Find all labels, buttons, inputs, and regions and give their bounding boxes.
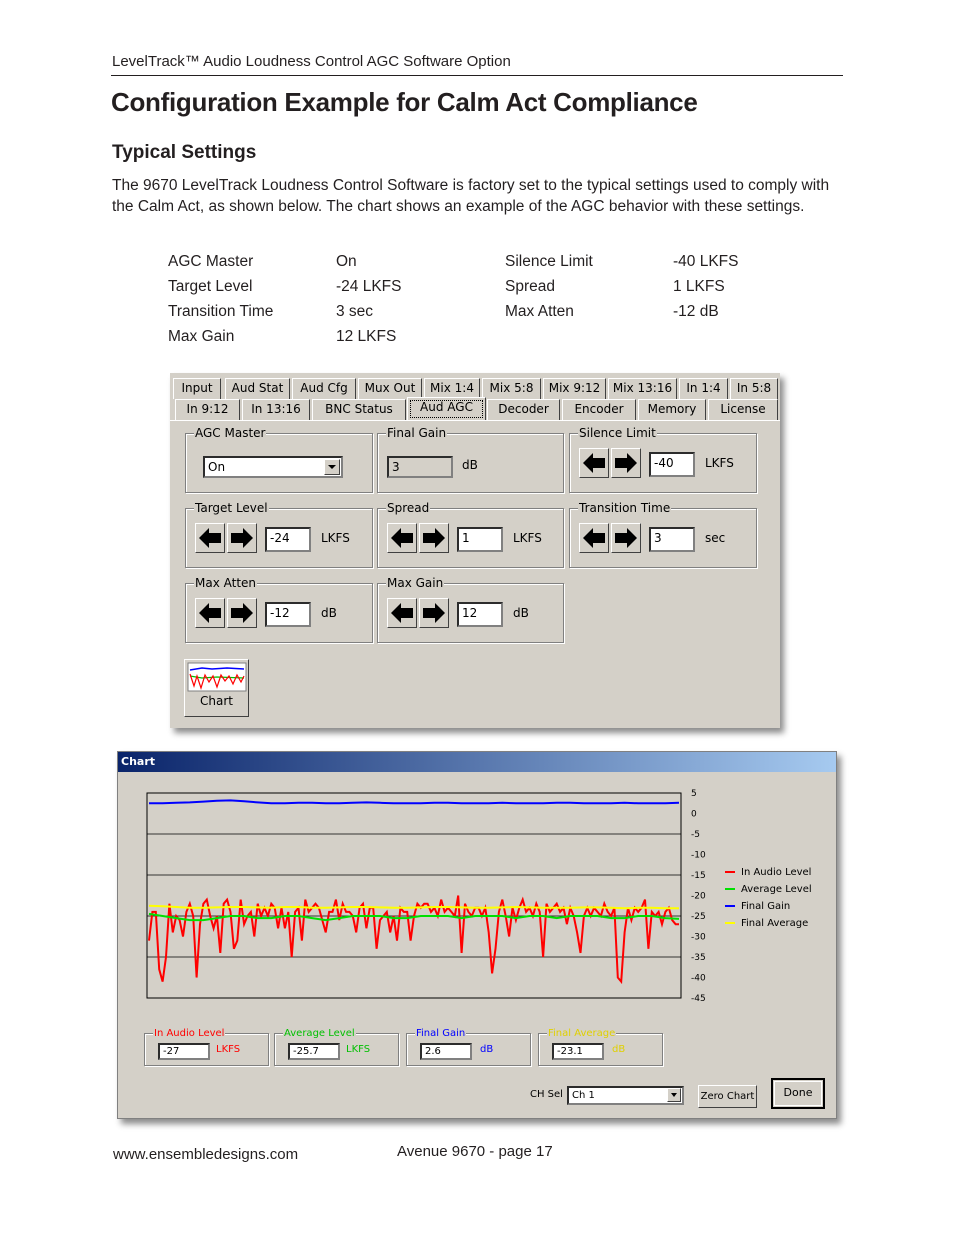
- target-level-unit: LKFS: [321, 531, 350, 545]
- silence-limit-decrease-button[interactable]: [579, 448, 609, 478]
- tab-in-5-8[interactable]: In 5:8: [730, 378, 778, 399]
- arrow-right-icon: [614, 527, 638, 549]
- spread-group: [377, 501, 564, 568]
- tab-aud-agc[interactable]: Aud AGC: [407, 397, 486, 421]
- tab-license[interactable]: License: [708, 399, 778, 420]
- legend-entry: [725, 898, 812, 915]
- final-gain-field: 3: [387, 456, 453, 478]
- y-tick-label: -20: [691, 891, 706, 902]
- tab-mux-out[interactable]: Mux Out: [358, 378, 422, 399]
- target-level-group: [185, 501, 373, 568]
- readout-unit: dB: [480, 1044, 494, 1055]
- agc-master-value: On: [208, 460, 226, 474]
- agc-dialog: [170, 373, 780, 728]
- y-tick-label: -40: [691, 973, 706, 984]
- readout-unit: dB: [612, 1044, 626, 1055]
- max-gain-input[interactable]: 12: [457, 602, 503, 627]
- arrow-right-icon: [422, 602, 446, 624]
- tab-aud-cfg[interactable]: Aud Cfg: [292, 378, 356, 399]
- header-rule: [111, 75, 843, 76]
- tab-input[interactable]: Input: [173, 378, 221, 399]
- setting-value: -24 LKFS: [336, 278, 402, 295]
- transition-time-increase-button[interactable]: [611, 523, 641, 553]
- tab-divider: [170, 420, 780, 421]
- legend-swatch: [725, 871, 735, 873]
- setting-name: Target Level: [168, 278, 253, 295]
- legend-swatch: [725, 888, 735, 890]
- silence-limit-increase-button[interactable]: [611, 448, 641, 478]
- ch-sel-label: CH Sel: [530, 1089, 563, 1100]
- setting-value: 1 LKFS: [673, 278, 725, 295]
- tab-bnc-status[interactable]: BNC Status: [312, 399, 406, 420]
- setting-name: Max Atten: [505, 303, 574, 320]
- readout-label: In Audio Level: [154, 1028, 225, 1039]
- tab-mix-5-8[interactable]: Mix 5:8: [482, 378, 541, 399]
- max-atten-decrease-button[interactable]: [195, 598, 225, 628]
- arrow-left-icon: [198, 602, 222, 624]
- legend-entry: [725, 864, 812, 881]
- setting-name: Silence Limit: [505, 253, 593, 270]
- legend-entry: [725, 881, 812, 898]
- tab-aud-stat[interactable]: Aud Stat: [225, 378, 290, 399]
- readout-label: Average Level: [284, 1028, 355, 1039]
- legend-swatch: [725, 922, 735, 924]
- arrow-right-icon: [230, 527, 254, 549]
- transition-time-decrease-button[interactable]: [579, 523, 609, 553]
- max-gain-increase-button[interactable]: [419, 598, 449, 628]
- target-level-label: Target Level: [195, 501, 268, 515]
- readout-label: Final Gain: [416, 1028, 466, 1039]
- y-tick-label: -25: [691, 912, 706, 922]
- tab-mix-13-16[interactable]: Mix 13:16: [608, 378, 677, 399]
- readout-in-audio-level: [144, 1028, 269, 1066]
- max-atten-unit: dB: [321, 606, 337, 620]
- transition-time-unit: sec: [705, 531, 726, 545]
- tab-decoder[interactable]: Decoder: [487, 399, 560, 420]
- spread-increase-button[interactable]: [419, 523, 449, 553]
- max-atten-increase-button[interactable]: [227, 598, 257, 628]
- chart-button[interactable]: [184, 659, 249, 717]
- readout-final-average: [538, 1028, 663, 1066]
- chart-window: [117, 751, 837, 1119]
- transition-time-label: Transition Time: [579, 501, 671, 515]
- spread-decrease-button[interactable]: [387, 523, 417, 553]
- chevron-down-icon[interactable]: [667, 1088, 681, 1102]
- setting-value: 3 sec: [336, 303, 374, 320]
- agc-master-group: [185, 426, 373, 493]
- chevron-down-icon[interactable]: [324, 459, 340, 475]
- readout-value: 2.6: [420, 1043, 472, 1060]
- chart-legend: [725, 864, 812, 932]
- arrow-left-icon: [582, 527, 606, 549]
- final-gain-label: Final Gain: [387, 426, 447, 440]
- readout-label: Final Average: [548, 1028, 616, 1039]
- intro-paragraph: The 9670 LevelTrack Loudness Control Software is factory set to the typical settings used to comply with the Calm Act, as shown below. The chart shows an example of the AGC behavior with these settings.: [112, 177, 830, 215]
- readout-average-level: [274, 1028, 399, 1066]
- tab-mix-9-12[interactable]: Mix 9:12: [543, 378, 606, 399]
- setting-name: Transition Time: [168, 303, 274, 320]
- chart-thumbnail-icon: [187, 662, 247, 692]
- y-tick-label: -30: [691, 932, 706, 943]
- y-tick-label: 0: [691, 809, 697, 820]
- silence-limit-input[interactable]: -40: [649, 452, 695, 477]
- page-title: Configuration Example for Calm Act Compliance: [111, 87, 698, 117]
- silence-limit-unit: LKFS: [705, 456, 734, 470]
- agc-master-label: AGC Master: [195, 426, 266, 440]
- chart-window-title: Chart: [118, 752, 836, 772]
- readout-unit: LKFS: [346, 1044, 371, 1055]
- section-subtitle: Typical Settings: [112, 142, 257, 163]
- legend-swatch: [725, 905, 735, 907]
- readout-value: -23.1: [552, 1043, 604, 1060]
- setting-name: AGC Master: [168, 253, 254, 270]
- spread-unit: LKFS: [513, 531, 542, 545]
- setting-value: 12 LKFS: [336, 328, 397, 345]
- tab-in-9-12[interactable]: In 9:12: [175, 399, 240, 420]
- y-tick-label: -35: [691, 953, 706, 963]
- max-atten-input[interactable]: -12: [265, 602, 311, 627]
- legend-label: In Audio Level: [741, 867, 812, 878]
- legend-label: Final Average: [741, 918, 809, 929]
- tab-in-13-16[interactable]: In 13:16: [242, 399, 310, 420]
- tab-encoder[interactable]: Encoder: [562, 399, 636, 420]
- transition-time-input[interactable]: 3: [649, 527, 695, 552]
- arrow-left-icon: [390, 527, 414, 549]
- done-button[interactable]: Done: [771, 1078, 825, 1109]
- spread-label: Spread: [387, 501, 430, 515]
- plot-area: [147, 793, 681, 998]
- setting-value: On: [336, 253, 357, 270]
- chart-button-label: Chart: [200, 694, 233, 708]
- target-level-increase-button[interactable]: [227, 523, 257, 553]
- tab-mix-1-4[interactable]: Mix 1:4: [424, 378, 480, 399]
- y-tick-label: -10: [691, 850, 706, 861]
- arrow-left-icon: [582, 452, 606, 474]
- arrow-right-icon: [230, 602, 254, 624]
- tab-in-1-4[interactable]: In 1:4: [679, 378, 728, 399]
- footer-page-number: Avenue 9670 - page 17: [397, 1143, 553, 1160]
- y-tick-label: 5: [691, 789, 697, 799]
- agc-master-select[interactable]: [203, 456, 343, 478]
- transition-time-group: [569, 501, 757, 568]
- target-level-decrease-button[interactable]: [195, 523, 225, 553]
- spread-input[interactable]: 1: [457, 527, 503, 552]
- legend-label: Average Level: [741, 884, 812, 895]
- y-tick-label: -45: [691, 994, 706, 1004]
- tab-memory[interactable]: Memory: [638, 399, 706, 420]
- legend-entry: [725, 915, 812, 932]
- ch-sel-select[interactable]: [567, 1086, 684, 1105]
- readout-value: -27: [158, 1043, 210, 1060]
- zero-chart-button[interactable]: Zero Chart: [698, 1085, 757, 1108]
- max-gain-unit: dB: [513, 606, 529, 620]
- footer-website[interactable]: www.ensembledesigns.com: [113, 1146, 299, 1163]
- max-atten-label: Max Atten: [195, 576, 257, 590]
- readout-value: -25.7: [288, 1043, 340, 1060]
- arrow-left-icon: [198, 527, 222, 549]
- legend-label: Final Gain: [741, 901, 791, 912]
- y-tick-label: -5: [691, 830, 700, 840]
- silence-limit-label: Silence Limit: [579, 426, 656, 440]
- y-tick-label: -15: [691, 871, 706, 881]
- arrow-left-icon: [390, 602, 414, 624]
- readout-final-gain: [406, 1028, 531, 1066]
- max-gain-decrease-button[interactable]: [387, 598, 417, 628]
- arrow-right-icon: [614, 452, 638, 474]
- max-gain-group: [377, 576, 564, 643]
- readout-unit: LKFS: [216, 1044, 241, 1055]
- max-atten-group: [185, 576, 373, 643]
- setting-value: -12 dB: [673, 303, 719, 320]
- setting-name: Spread: [505, 278, 555, 295]
- arrow-right-icon: [422, 527, 446, 549]
- setting-name: Max Gain: [168, 328, 235, 345]
- final-gain-group: [377, 426, 564, 493]
- max-gain-label: Max Gain: [387, 576, 444, 590]
- target-level-input[interactable]: -24: [265, 527, 311, 552]
- running-header: LevelTrack™ Audio Loudness Control AGC Software Option: [112, 53, 511, 70]
- final-gain-unit: dB: [462, 458, 478, 472]
- silence-limit-group: [569, 426, 757, 493]
- setting-value: -40 LKFS: [673, 253, 739, 270]
- ch-sel-value: Ch 1: [572, 1090, 595, 1101]
